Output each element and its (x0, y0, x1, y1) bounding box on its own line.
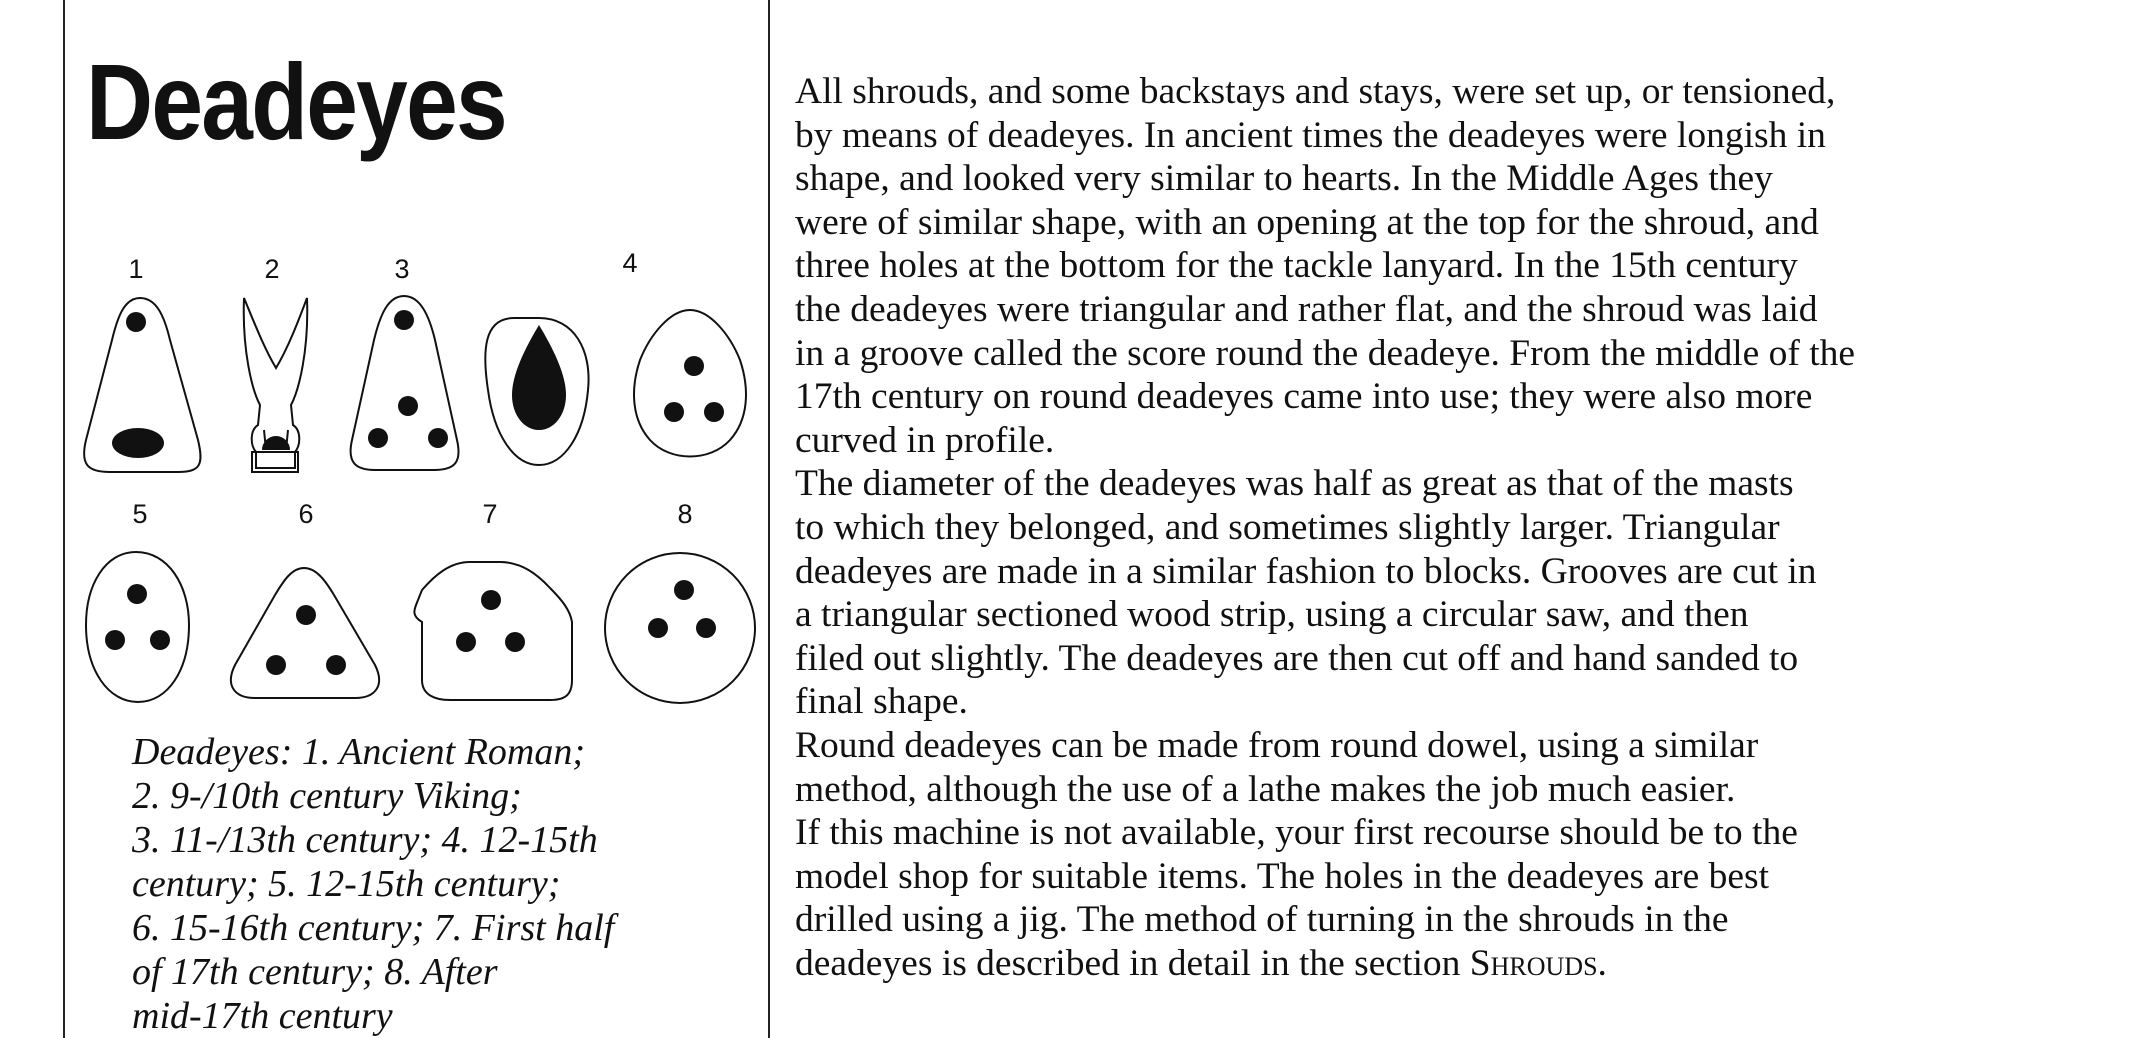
body-line: shape, and looked very similar to hearts. In the Middle Ages they (795, 158, 1773, 200)
figure-label-6: 6 (298, 499, 314, 529)
body-line: curved in profile. (795, 419, 1055, 461)
body-line: three holes at the bottom for the tackle lanyard. In the 15th century (795, 245, 1798, 287)
body-line: to which they belonged, and sometimes slightly larger. Triangular (795, 506, 1780, 548)
figure-label-3: 3 (394, 254, 410, 284)
figure-label-1: 1 (128, 254, 144, 284)
deadeyes-figure (70, 240, 765, 710)
body-line: drilled using a jig. The method of turning in the shrouds in the (795, 899, 1729, 941)
body-line: a triangular sectioned wood strip, using a circular saw, and then (795, 594, 1749, 636)
left-border-rule (63, 0, 65, 1038)
figure-label-8: 8 (677, 499, 693, 529)
figure-caption (132, 730, 732, 1038)
figure-label-5: 5 (132, 499, 148, 529)
body-line: Round deadeyes can be made from round dowel, using a similar (795, 724, 1759, 766)
figure-label-4: 4 (622, 248, 638, 278)
deadeye-3-medieval (351, 254, 459, 470)
caption-line: Deadeyes: 1. Ancient Roman; (132, 731, 586, 773)
caption-line: 6. 15-16th century; 7. First half (132, 907, 615, 949)
deadeye-4-12-15th-century (485, 248, 746, 465)
body-last-line (795, 942, 2125, 986)
body-line: model shop for suitable items. The holes in the deadeyes are best (795, 855, 1770, 897)
deadeye-2-viking (244, 254, 308, 472)
body-line: in a groove called the score round the deadeye. From the middle of the (795, 332, 1856, 374)
body-line: All shrouds, and some backstays and stays, were set up, or tensioned, (795, 71, 1836, 112)
body-line: filed out slightly. The deadeyes are then cut off and hand sanded to (795, 637, 1799, 679)
body-last-line-prefix: deadeyes is described in detail in the section (795, 942, 1470, 984)
caption-line: century; 5. 12-15th century; (132, 863, 561, 905)
deadeye-5-12-15th-century (86, 499, 189, 702)
body-line: The diameter of the deadeyes was half as great as that of the masts (795, 463, 1794, 505)
body-line: deadeyes are made in a similar fashion to blocks. Grooves are cut in (795, 550, 1817, 592)
deadeye-8-after-mid-17th-century (605, 499, 755, 703)
deadeye-6-15-16th-century (231, 499, 379, 698)
body-line: were of similar shape, with an opening at the top for the shroud, and (795, 201, 1819, 243)
body-line: by means of deadeyes. In ancient times the deadeyes were longish in (795, 114, 1826, 156)
body-text (795, 70, 2125, 985)
shrouds-section-reference: Shrouds (1469, 942, 1598, 984)
deadeye-1-ancient-roman (84, 254, 200, 472)
caption-line: 3. 11-/13th century; 4. 12-15th (132, 819, 598, 861)
column-divider-rule (768, 0, 770, 1038)
figure-label-2: 2 (264, 254, 280, 284)
body-last-line-suffix: . (1597, 942, 1607, 984)
caption-line: mid-17th century (132, 995, 393, 1037)
page-title: Deadeyes (86, 41, 506, 162)
body-line: method, although the use of a lathe makes the job much easier. (795, 768, 1736, 810)
body-line: If this machine is not available, your first recourse should be to the (795, 812, 1798, 854)
body-line: final shape. (795, 681, 968, 723)
figure-label-7: 7 (482, 499, 498, 529)
deadeye-7-first-half-17th-century (414, 499, 572, 700)
body-line: 17th century on round deadeyes came into use; they were also more (795, 376, 1813, 418)
caption-line: 2. 9-/10th century Viking; (132, 775, 522, 817)
body-line: the deadeyes were triangular and rather flat, and the shroud was laid (795, 288, 1818, 330)
caption-line: of 17th century; 8. After (132, 951, 498, 993)
